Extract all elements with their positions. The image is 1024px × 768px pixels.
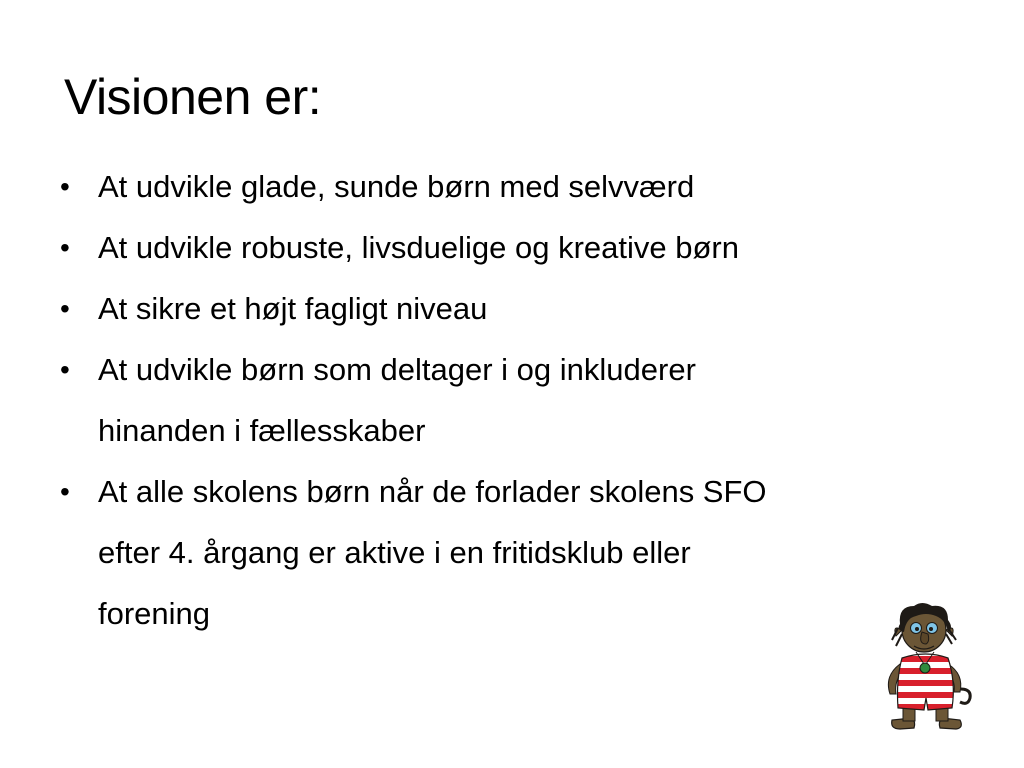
bullet-icon: •	[60, 354, 70, 385]
bullet-text: At alle skolens børn når de forlader skolens SFO	[98, 474, 767, 509]
bullet-text: At udvikle børn som deltager i og inkluderer	[98, 352, 696, 387]
bullet-text: At sikre et højt fagligt niveau	[98, 291, 488, 326]
bullet-item	[60, 461, 940, 644]
troll-mascot-icon	[876, 600, 980, 732]
troll-nose	[921, 632, 929, 644]
bullet-icon: •	[60, 476, 70, 507]
troll-striped-suit	[890, 650, 962, 716]
bullet-icon: •	[60, 171, 70, 202]
troll-pendant	[920, 663, 930, 673]
bullet-icon: •	[60, 293, 70, 324]
slide-title: Visionen er:	[64, 69, 322, 125]
bullet-item	[60, 217, 940, 278]
bullet-list	[60, 156, 940, 644]
bullet-text: At udvikle glade, sunde børn med selvværd	[98, 169, 695, 204]
bullet-icon: •	[60, 232, 70, 263]
bullet-text-continuation: efter 4. årgang er aktive i en fritidsklub eller	[98, 535, 691, 570]
bullet-item	[60, 339, 940, 461]
bullet-item	[60, 278, 940, 339]
bullet-text-continuation: hinanden i fællesskaber	[98, 413, 426, 448]
bullet-item	[60, 156, 940, 217]
bullet-text: At udvikle robuste, livsduelige og kreative børn	[98, 230, 739, 265]
bullet-text-continuation: forening	[98, 596, 211, 631]
